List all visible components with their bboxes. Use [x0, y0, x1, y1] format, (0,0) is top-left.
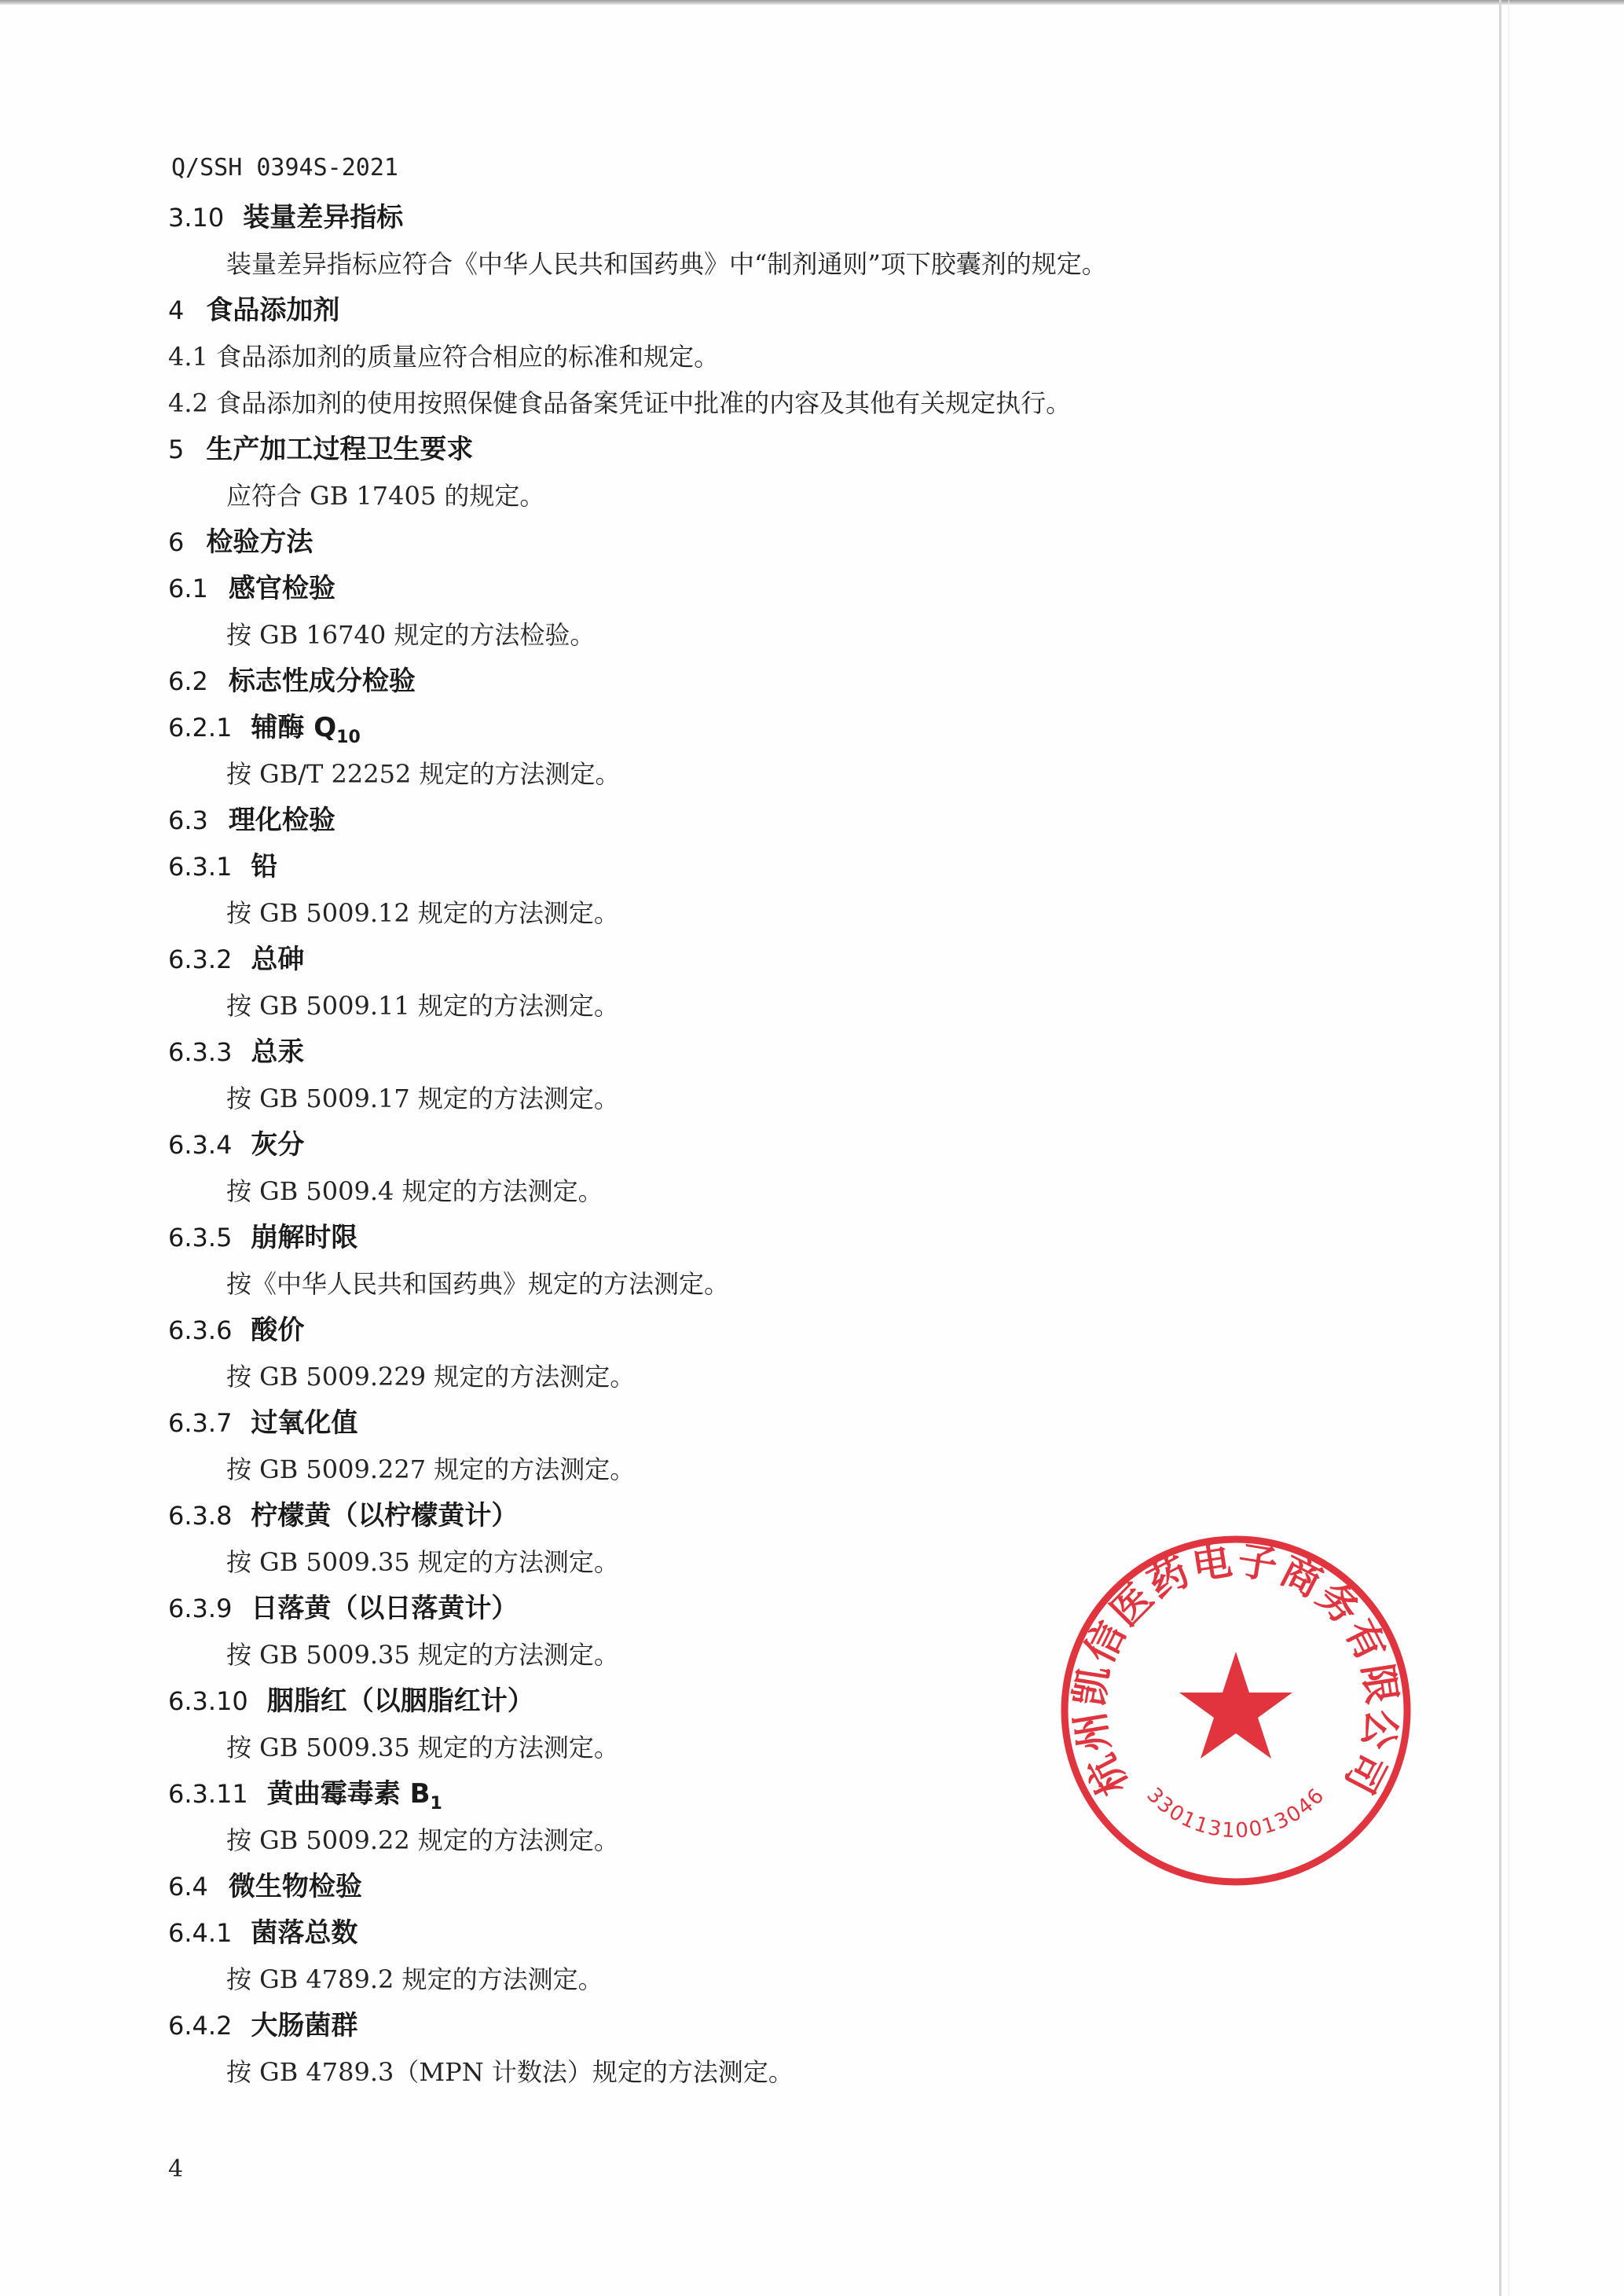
paragraph: 按 GB 4789.2 规定的方法测定。 [226, 1964, 603, 1994]
section-title: 崩解时限 [251, 1222, 358, 1253]
section-title: 总汞 [251, 1036, 305, 1068]
section-heading [168, 427, 1465, 473]
paragraph: 按 GB/T 22252 规定的方法测定。 [226, 759, 621, 789]
paragraph: 按 GB 5009.229 规定的方法测定。 [226, 1362, 636, 1392]
section-title: 灰分 [251, 1129, 305, 1161]
section-number: 6.3.1 [168, 852, 233, 882]
section-title: 酸价 [251, 1315, 305, 1346]
section-title: 标志性成分检验 [228, 666, 416, 697]
star-icon [1179, 1652, 1292, 1759]
section-heading [168, 519, 1465, 566]
section-title: 检验方法 [206, 526, 313, 558]
paragraph: 装量差异指标应符合《中华人民共和国药典》中“制剂通则”项下胶囊剂的规定。 [226, 249, 1107, 279]
section-number: 6 [168, 527, 185, 557]
section-title: 铅 [251, 851, 278, 882]
section-heading [168, 798, 1465, 844]
section-number: 6.2.1 [168, 713, 233, 743]
paragraph: 按 GB 5009.11 规定的方法测定。 [226, 991, 619, 1021]
section-heading [168, 1122, 1465, 1168]
section-number: 6.3.8 [168, 1501, 233, 1531]
page-number: 4 [168, 2155, 184, 2183]
section-number: 6.3.7 [168, 1408, 233, 1438]
company-seal [1051, 1526, 1421, 1895]
standard-code: Q/SSH 0394S-2021 [171, 154, 398, 182]
paragraph: 按 GB 5009.35 规定的方法测定。 [226, 1640, 619, 1670]
section-number: 6.3.11 [168, 1779, 248, 1809]
paragraph: 4.1 食品添加剂的质量应符合相应的标准和规定。 [168, 342, 720, 372]
section-title: 总砷 [251, 944, 305, 975]
section-heading [168, 288, 1465, 334]
section-heading [168, 1400, 1465, 1447]
section-number: 6.4.2 [168, 2011, 233, 2041]
section-title: 过氧化值 [251, 1407, 358, 1439]
paragraph: 按 GB 16740 规定的方法检验。 [226, 620, 596, 650]
section-title: 食品添加剂 [206, 295, 340, 326]
section-heading [168, 566, 1465, 612]
section-number: 6.3.2 [168, 944, 233, 974]
section-number: 6.3.5 [168, 1223, 233, 1253]
section-heading [168, 2003, 1465, 2049]
section-title: 微生物检验 [228, 1871, 362, 1902]
paragraph: 4.2 食品添加剂的使用按照保健食品备案凭证中批准的内容及其他有关规定执行。 [168, 388, 1072, 418]
section-heading [168, 1215, 1465, 1261]
section-heading [168, 705, 1465, 751]
paragraph: 按 GB 5009.35 规定的方法测定。 [226, 1547, 619, 1577]
subscript: 10 [336, 728, 361, 747]
section-heading [168, 195, 1465, 241]
section-title: 感官检验 [228, 573, 335, 604]
section-number: 6.4 [168, 1872, 208, 1902]
seal-company-name: 杭州凯信医药电子商务有限公司 [1066, 1537, 1406, 1803]
paragraph: 按 GB 5009.4 规定的方法测定。 [226, 1176, 603, 1206]
section-title: 菌落总数 [251, 1917, 358, 1949]
section-heading [168, 658, 1465, 705]
section-number: 5 [168, 435, 185, 464]
paragraph: 按 GB 5009.22 规定的方法测定。 [226, 1825, 619, 1855]
section-title: 大肠菌群 [251, 2010, 358, 2041]
section-title: 黄曲霉毒素 B [266, 1778, 431, 1810]
section-title: 生产加工过程卫生要求 [206, 434, 474, 465]
scan-edge-top [0, 0, 1624, 5]
paragraph: 按《中华人民共和国药典》规定的方法测定。 [226, 1269, 730, 1299]
scan-edge-right [1499, 0, 1501, 2296]
paragraph: 应符合 GB 17405 的规定。 [226, 481, 545, 511]
section-title: 柠檬黄（以柠檬黄计） [251, 1500, 519, 1531]
section-title: 装量差异指标 [243, 202, 404, 233]
section-heading [168, 1308, 1465, 1354]
paragraph: 按 GB 5009.12 规定的方法测定。 [226, 898, 619, 928]
section-number: 6.3 [168, 805, 208, 835]
section-number: 6.1 [168, 574, 208, 603]
section-number: 4 [168, 295, 185, 325]
section-number: 3.10 [168, 203, 225, 233]
section-number: 6.3.10 [168, 1686, 248, 1716]
section-title: 辅酶 Q [251, 712, 337, 743]
seal-code: 33011310013046 [1142, 1783, 1330, 1843]
section-title: 日落黄（以日落黄计） [251, 1593, 519, 1624]
subscript: 1 [430, 1794, 442, 1814]
paragraph: 按 GB 4789.3（MPN 计数法）规定的方法测定。 [226, 2057, 794, 2087]
section-number: 6.3.4 [168, 1130, 233, 1160]
section-number: 6.3.6 [168, 1315, 233, 1345]
section-number: 6.3.9 [168, 1594, 233, 1623]
section-heading [168, 844, 1465, 890]
paragraph: 按 GB 5009.35 规定的方法测定。 [226, 1733, 619, 1762]
section-number: 6.4.1 [168, 1918, 233, 1948]
section-heading [168, 937, 1465, 983]
paragraph: 按 GB 5009.17 规定的方法测定。 [226, 1084, 619, 1113]
section-number: 6.3.3 [168, 1037, 233, 1067]
section-heading [168, 1910, 1465, 1957]
section-number: 6.2 [168, 666, 208, 696]
section-title: 理化检验 [228, 805, 335, 836]
paragraph: 按 GB 5009.227 规定的方法测定。 [226, 1454, 636, 1484]
section-heading [168, 1029, 1465, 1076]
section-title: 胭脂红（以胭脂红计） [266, 1685, 534, 1717]
